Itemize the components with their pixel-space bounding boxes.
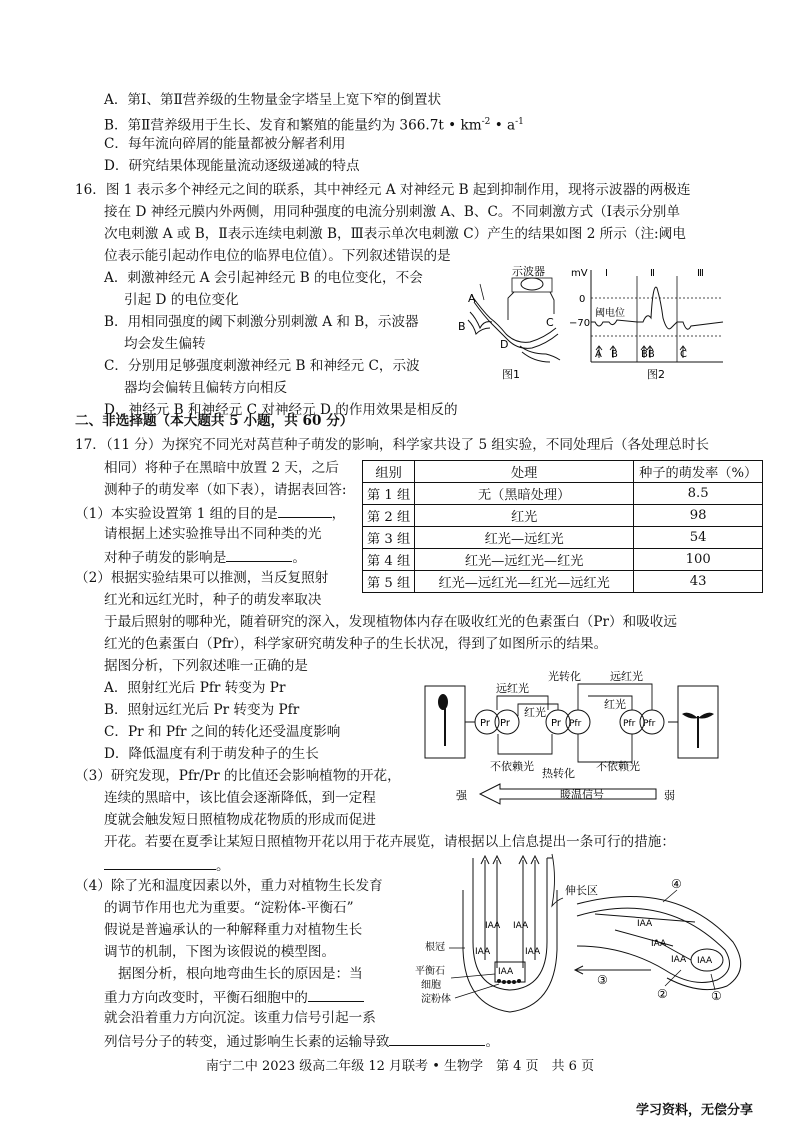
pfr-right-1: Pfr [623,719,636,729]
q17-stem-line2: 相同）将种子在黑暗中放置 2 天，之后 [104,460,339,476]
table-cell: 第 4 组 [363,549,415,571]
threshold-label: 阈电位 [595,308,625,319]
q17-part2-option-d: D．降低温度有利于萌发种子的生长 [104,746,319,762]
q16-option-c-1: C．分别用足够强度刺激神经元 B 和神经元 C，示波 [104,358,420,374]
q17-part4-line7: 就会沿着重力方向沉淀。该重力信号引起一系 [104,1010,376,1026]
q17-part2-line2: 红光和远红光时，种子的萌发率取决 [104,592,322,608]
germination-table [362,460,763,593]
q16-option-c-2: 器均会偏转且偏转方向相反 [124,380,288,396]
iaa-label-root-bottom-right: IAA [525,947,541,957]
iaa-label-bend-3: IAA [671,955,687,965]
table-cell: 无（黑暗处理） [415,483,634,505]
light-independent-1: 不依赖光 [490,760,534,773]
q17-part2-option-c: C．Pr 和 Pfr 之间的转化还受温度影响 [104,724,341,740]
q17-part2-line4: 红光的色素蛋白（Pfr），科学家研究萌发种子的生长状况，得到了如图所示的结果。 [104,636,608,652]
q16-stem-line1: 16．图 1 表示多个神经元之间的联系，其中神经元 A 对神经元 B 起到抑制作用，现将示波器的两极连 [75,182,691,198]
table-cell: 100 [634,549,763,571]
iaa-label-bend-tip: IAA [697,956,713,966]
neuron-a-label: A [468,292,476,305]
tick-b: B [611,349,618,360]
root-cap-label: 根冠 [425,942,445,953]
light-conversion-label: 光转化 [548,670,581,683]
q17-part3-line3: 度就会触发短日照植物成花物质的形成而促进 [104,812,376,828]
light-independent-2: 不依赖光 [596,760,640,773]
q17-part4-line8: 列信号分子的转变，通过影响生长素的运输导致 。 [104,1031,499,1051]
phase-3-label: Ⅲ [697,268,704,279]
table-header-cell: 种子的萌发率（%） [634,461,763,483]
iaa-label-bend-1: IAA [637,919,653,929]
q17-part2-option-b: B．照射远红光后 Pr 转变为 Pfr [104,702,300,718]
neuron-b-label: B [458,320,466,333]
figure-1-caption: 图1 [502,368,520,381]
q17-part1-line2: 请根据上述实验推导出不同种类的光 [104,526,322,542]
q17-part3-line2: 连续的黑暗中，该比值会逐渐降低，到一定程 [104,790,376,806]
tick-bb: BB [641,349,655,360]
label-number-4: ④ [671,877,682,891]
q16-option-b-2: 均会发生偏转 [124,336,206,352]
iaa-label-root-left: IAA [485,921,501,931]
far-red-light-1: 远红光 [496,682,529,695]
statocyte-label-1: 平衡石 [415,966,445,977]
oscilloscope-label: 示波器 [512,265,545,278]
pr-middle: Pr [551,718,561,729]
q17-part4-line3: 假说是普遍承认的一种解释重力对植物生长 [104,922,363,938]
q15-option-c: C．每年流向碎屑的能量都被分解者利用 [104,136,346,152]
q17-part4-line6: 重力方向改变时，平衡石细胞中的 [104,987,364,1007]
neuron-figure-1 [450,262,578,382]
heat-conversion-label: 热转化 [542,767,575,780]
q17-part4-line4: 调节的机制，下图为该假说的模型图。 [104,944,336,960]
q16-option-a-1: A．刺激神经元 A 会引起神经元 B 的电位变化，不会 [104,270,423,286]
gravitropism-figure [415,850,755,1035]
minus70-tick: −70 [569,318,591,329]
q17-part3-line5: 。 [104,855,230,875]
label-number-1: ① [711,989,722,1003]
label-number-3: ③ [597,973,608,987]
table-cell: 8.5 [634,483,763,505]
q16-stem-line4: 位表示能引起动作电位的临界电位值）。下列叙述错误的是 [104,248,451,264]
q15-option-b: B．第Ⅱ营养级用于生长、发育和繁殖的能量约为 366.7t • $km^{-2}$ • $a^{-1}$ [104,117,524,134]
table-row [363,483,763,505]
q17-part3-line4: 开花。若要在夏季让某短日照植物开花以用于花卉展览，请根据以上信息提出一条可行的措施： [104,834,675,850]
q16-option-d: D．神经元 B 和神经元 C 对神经元 D 的作用效果是相反的 [104,402,458,418]
q17-part4-line1: （4）除了光和温度因素以外，重力对植物生长发育 [75,878,383,894]
share-watermark: 学习资料，无偿分享 [636,1103,754,1118]
table-cell: 红光—远红光 [415,527,634,549]
zero-tick: 0 [579,294,586,305]
q16-stem-line2: 接在 D 神经元膜内外两侧，用同种强度的电流分别刺激 A、B、C。不同刺激方式（Ⅰ表示分别单 [104,204,680,220]
q15-option-a: A．第Ⅰ、第Ⅱ营养级的生物量金字塔呈上宽下窄的倒置状 [104,92,442,108]
neuron-d-label: D [500,338,509,351]
statocyte-label-2: 细胞 [421,980,441,991]
table-cell: 第 5 组 [363,571,415,593]
phytochrome-figure [420,666,720,806]
phase-1-label: Ⅰ [605,268,608,279]
tick-c: C [680,349,687,360]
red-light-2: 红光 [604,698,626,711]
table-header-cell: 组别 [363,461,415,483]
table-header-row [363,461,763,483]
weak-label: 弱 [664,789,675,802]
far-red-light-2: 远红光 [610,670,643,683]
pfr-right-2: Pfr [643,719,656,729]
q17-part2-option-a: A．照射红光后 Pfr 转变为 Pr [104,680,286,696]
iaa-label-root-center: IAA [498,967,514,977]
table-cell: 红光—远红光—红光—远红光 [415,571,634,593]
table-cell: 第 1 组 [363,483,415,505]
table-cell: 43 [634,571,763,593]
table-row [363,549,763,571]
table-cell: 54 [634,527,763,549]
pr-left-2: Pr [500,718,510,729]
q16-option-a-2: 引起 D 的电位变化 [124,292,239,308]
q17-part1-line1: （1）本实验设置第 1 组的目的是 ， [75,503,345,523]
q17-part2-line5: 据图分析，下列叙述唯一正确的是 [104,658,308,674]
table-cell: 红光 [415,505,634,527]
q17-part2-line1: （2）根据实验结果可以推测，当反复照射 [75,570,329,586]
label-number-2: ② [657,987,668,1001]
iaa-label-root-right: IAA [513,921,529,931]
phase-2-label: Ⅱ [650,268,655,279]
pfr-middle: Pfr [569,719,582,729]
pr-left-1: Pr [480,718,490,729]
iaa-label-root-bottom-left: IAA [475,947,491,957]
table-cell: 98 [634,505,763,527]
table-row [363,505,763,527]
mv-unit-label: mV [571,268,588,279]
q17-part3-line1: （3）研究发现，Pfr/Pr 的比值还会影响植物的开花， [75,768,401,784]
q17-part2-line3: 于最后照射的哪种光，随着研究的深入，发现植物体内存在吸收红光的色素蛋白（Pr）和吸收远 [104,614,677,630]
q16-option-b-1: B．用相同强度的阈下刺激分别刺激 A 和 B，示波器 [104,314,419,330]
q17-stem-line1: 17．（11 分）为探究不同光对莴苣种子萌发的影响，科学家共设了 5 组实验，不同处理后（各处理总时长 [75,437,709,453]
red-light-1: 红光 [524,706,546,719]
q15-option-d: D．研究结果体现能量流动逐级递减的特点 [104,158,360,174]
table-cell: 红光—远红光—红光 [415,549,634,571]
table-row [363,571,763,593]
q17-stem-line3: 测种子的萌发率（如下表），请据表回答: [104,482,347,498]
section-2-header: 二、非选择题（本大题共 5 小题，共 60 分） [75,413,354,429]
q17-part4-line2: 的调节作用也尤为重要。“淀粉体-平衡石” [104,900,354,916]
neuron-c-label: C [546,316,554,329]
table-header-cell: 处理 [415,461,634,483]
tick-a: A [595,349,602,360]
q17-part1-line3: 对种子萌发的影响是 。 [104,547,306,567]
figure-2-caption: 图2 [647,368,665,381]
iaa-label-bend-2: IAA [651,939,667,949]
table-row [363,527,763,549]
table-cell: 第 2 组 [363,505,415,527]
amyloplast-label: 淀粉体 [421,994,451,1005]
q17-part4-line5: 据图分析，根向地弯曲生长的原因是：当 [118,966,363,982]
table-cell: 第 3 组 [363,527,415,549]
strong-label: 强 [456,789,467,802]
potential-figure-2 [565,262,725,382]
warm-signal-label: 暖温信号 [560,788,604,801]
q16-stem-line3: 次电刺激 A 或 B，Ⅱ表示连续电刺激 B，Ⅲ表示单次电刺激 C）产生的结果如图 2 所示（注:阈电 [104,226,686,242]
elongation-zone-label: 伸长区 [565,884,598,897]
page-footer: 南宁二中 2023 级高二年级 12 月联考 • 生物学 第 4 页 共 6 页 [205,1059,595,1074]
